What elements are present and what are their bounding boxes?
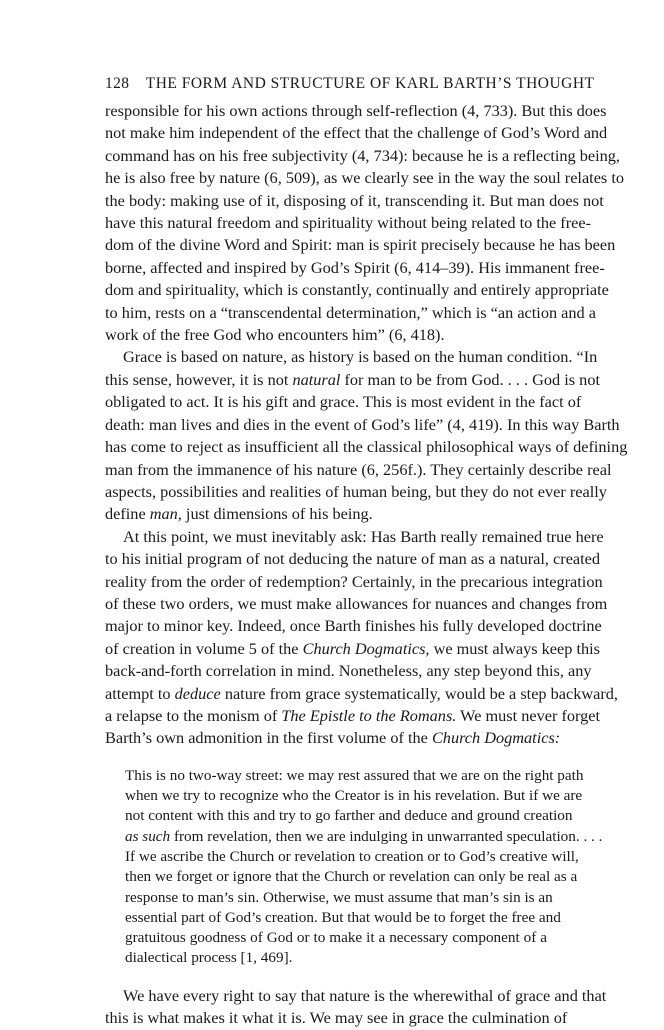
text-line: Barth’s own admonition in the first volume of the Church Dogmatics: xyxy=(105,728,561,748)
running-title: THE FORM AND STRUCTURE OF KARL BARTH’S THOUGHT xyxy=(145,75,595,92)
book-page xyxy=(105,72,628,1030)
running-head xyxy=(105,72,595,96)
text-line: dialectical process [1, 469]. xyxy=(125,949,293,967)
text-line: man from the immanence of his nature (6, 256f.). They certainly describe real xyxy=(105,459,612,479)
block-quote-text xyxy=(125,766,603,969)
text-line: gratuitous goodness of God or to make it a necessary component of a xyxy=(125,929,547,947)
text-line: obligated to act. It is his gift and grace. This is most evident in the fact of xyxy=(105,392,582,412)
paragraph xyxy=(105,526,618,750)
text-line: not content with this and try to go farther and deduce and ground creation xyxy=(125,807,573,825)
text-line: as such from revelation, then we are indulging in unwarranted speculation. . . . xyxy=(125,827,603,845)
text-line: has come to reject as insufficient all the classical philosophical ways of defining xyxy=(105,437,628,457)
text-line: of creation in volume 5 of the Church Dogmatics, we must always keep this xyxy=(105,638,600,658)
text-line: borne, affected and inspired by God’s Spirit (6, 414–39). His immanent free- xyxy=(105,257,605,277)
paragraph xyxy=(105,985,607,1030)
closing-text xyxy=(105,985,607,1030)
text-line: the body: making use of it, disposing of it, transcending it. But man does not xyxy=(105,190,604,210)
text-line: reality from the order of redemption? Certainly, in the precarious integration xyxy=(105,571,603,591)
text-line: Grace is based on nature, as history is based on the human condition. “In xyxy=(123,347,598,367)
body-text xyxy=(105,100,628,750)
text-line: then we forget or ignore that the Church or revelation can only be real as a xyxy=(125,868,578,886)
text-line: At this point, we must inevitably ask: Has Barth really remained true here xyxy=(123,526,604,546)
text-line: this sense, however, it is not natural for man to be from God. . . . God is not xyxy=(105,369,600,389)
text-line: to him, rests on a “transcendental determination,” which is “an action and a xyxy=(105,302,596,322)
text-line: aspects, possibilities and realities of human being, but they do not ever really xyxy=(105,481,607,501)
text-line: response to man’s sin. Otherwise, we must assume that man’s sin is an xyxy=(125,888,553,906)
text-line: a relapse to the monism of The Epistle to the Romans. We must never forget xyxy=(105,705,601,725)
paragraph xyxy=(105,100,625,346)
text-line: to his initial program of not deducing the nature of man as a natural, created xyxy=(105,549,601,569)
block-quote xyxy=(125,766,603,969)
text-line: dom and spirituality, which is constantly, continually and entirely appropriate xyxy=(105,280,609,300)
text-line: this is what makes it what it is. We may see in grace the culmination of xyxy=(105,1008,568,1028)
text-line: If we ascribe the Church or revelation to creation or to God’s creative will, xyxy=(125,847,579,865)
text-line: of these two orders, we must make allowances for nuances and changes from xyxy=(105,593,608,613)
text-line: death: man lives and dies in the event of God’s life” (4, 419). In this way Barth xyxy=(105,414,620,434)
text-line: work of the free God who encounters him” (6, 418). xyxy=(105,325,445,345)
text-line: We have every right to say that nature is the wherewithal of grace and that xyxy=(123,985,607,1005)
text-line: define man, just dimensions of his being. xyxy=(105,504,373,524)
text-line: responsible for his own actions through self-reflection (4, 733). But this does xyxy=(105,101,607,120)
text-line: essential part of God’s creation. But that would be to forget the free and xyxy=(125,908,561,926)
text-line: when we try to recognize who the Creator is in his revelation. But if we are xyxy=(125,787,583,805)
paragraph xyxy=(105,346,628,525)
text-line: command has on his free subjectivity (4, 734): because he is a reflecting being, xyxy=(105,145,620,165)
text-line: This is no two-way street: we may rest assured that we are on the right path xyxy=(125,766,584,784)
text-line: major to minor key. Indeed, once Barth finishes his fully developed doctrine xyxy=(105,616,602,636)
text-line: he is also free by nature (6, 509), as we clearly see in the way the soul relates to xyxy=(105,168,625,188)
text-line: dom of the divine Word and Spirit: man is spirit precisely because he has been xyxy=(105,235,616,255)
page-number: 128 xyxy=(105,75,130,92)
text-line: not make him independent of the effect that the challenge of God’s Word and xyxy=(105,123,608,143)
text-line: have this natural freedom and spirituality without being related to the free- xyxy=(105,213,592,233)
text-line: attempt to deduce nature from grace systematically, would be a step backward, xyxy=(105,683,618,703)
text-line: back-and-forth correlation in mind. Nonetheless, any step beyond this, any xyxy=(105,661,592,681)
